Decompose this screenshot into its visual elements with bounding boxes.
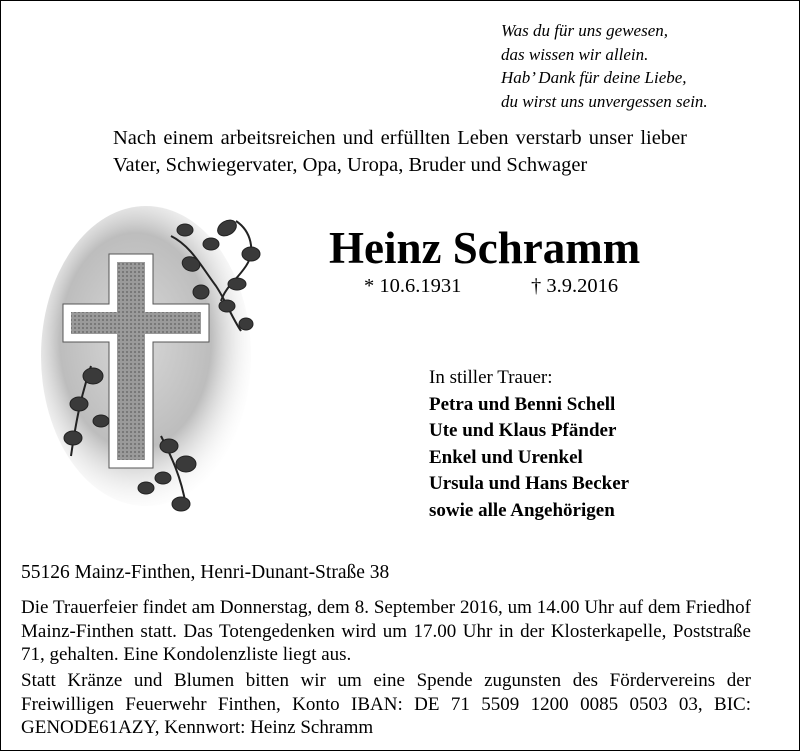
mourner-name: Enkel und Urenkel (429, 446, 583, 468)
poem-line: das wissen wir allein. (501, 44, 649, 64)
mourners-list (429, 365, 629, 524)
mourner-name: Petra und Benni Schell (429, 393, 616, 415)
death-date: † 3.9.2016 (531, 275, 619, 297)
deceased-name: Heinz Schramm (329, 223, 641, 273)
poem-line: Was du für uns gewesen, (501, 21, 669, 40)
mourner-name: Ursula und Hans Becker (429, 473, 630, 494)
poem-line: Hab’ Dank für deine Liebe, (501, 68, 687, 87)
mourners-heading: In stiller Trauer: (429, 367, 553, 388)
poem (501, 19, 708, 113)
mourner-name: Ute und Klaus Pfänder (429, 420, 617, 441)
poem-line: du wirst uns unvergessen sein. (501, 91, 708, 111)
birth-date: * 10.6.1931 (364, 275, 462, 297)
intro-text: Nach einem arbeitsreichen und erfüllten Leben verstarb unser lieber Vater, Schwiegervater, Opa, Uropa, Bruder und Schwager (113, 127, 687, 176)
cross-icon (41, 206, 281, 531)
address: 55126 Mainz-Finthen, Henri-Dunant-Straße 38 (21, 562, 390, 583)
funeral-info: Die Trauerfeier findet am Donnerstag, dem 8. September 2016, um 14.00 Uhr auf dem Friedhof Mainz-Finthen statt. Das Totengedenken wird um 17.00 Uhr in der Klosterkapelle, Poststraße 71, gehalten. Eine Kondolenzliste liegt aus. (21, 597, 751, 665)
mourner-name: sowie alle Angehörigen (429, 499, 615, 521)
donation-info: Statt Kränze und Blumen bitten wir um eine Spende zugunsten des Fördervereins der Freiwilligen Feuerwehr Finthen, Konto IBAN: DE 71 5509 1200 0085 0503 03, BIC: GENODE61AZY, Kennwort: Heinz Schramm (21, 670, 751, 738)
